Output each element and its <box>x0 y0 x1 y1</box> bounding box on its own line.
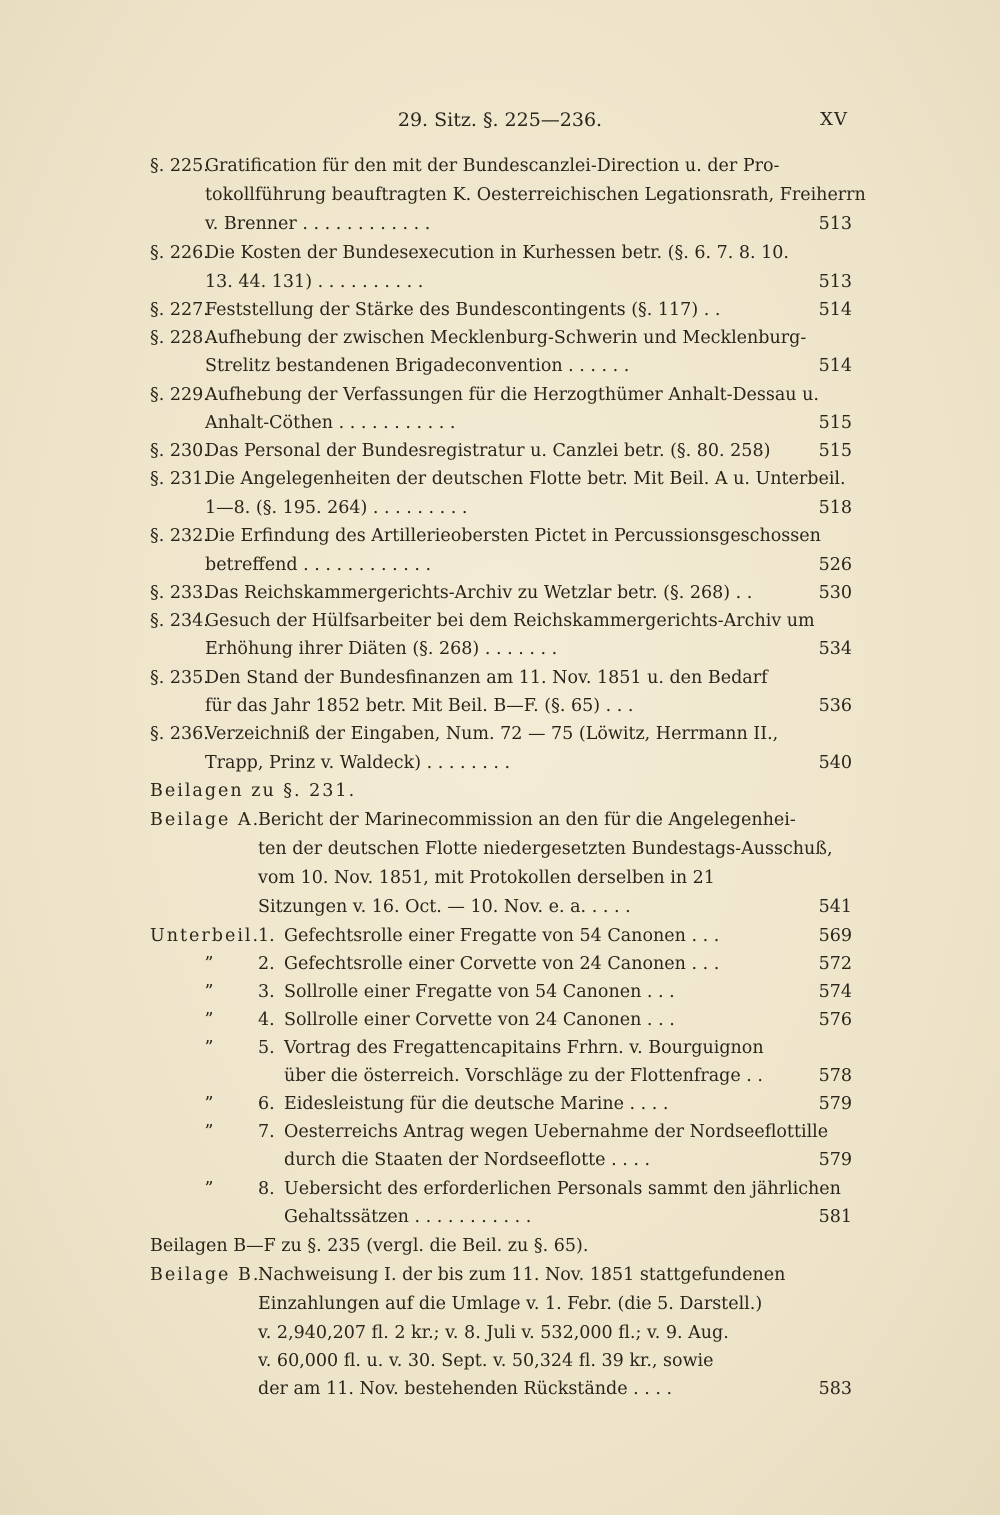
beilage-page: 583 <box>818 1379 852 1399</box>
unterbeil-text-line: Gefechtsrolle einer Corvette von 24 Canonen . . . <box>284 954 720 974</box>
entry-text-line: betreffend . . . . . . . . . . . . <box>205 555 432 575</box>
entry-229 <box>0 381 1000 409</box>
entry-text-line: Erhöhung ihrer Diäten (§. 268) . . . . . . . <box>205 639 558 659</box>
beilage-b-line4 <box>0 1347 1000 1375</box>
beilage-text-line: Sitzungen v. 16. Oct. — 10. Nov. e. a. . . . . <box>258 897 631 917</box>
beilage-text-line: Nachweisung I. der bis zum 11. Nov. 1851 stattgefundenen <box>258 1265 786 1285</box>
entry-page: 536 <box>818 696 852 716</box>
unterbeil-text-line: Uebersicht des erforderlichen Personals sammt den jährlichen <box>284 1179 841 1199</box>
entry-226-line2 <box>0 268 1000 296</box>
entry-226 <box>0 239 1000 267</box>
unterbeil-3 <box>0 978 1000 1006</box>
unterbeil-8-line2 <box>0 1203 1000 1231</box>
entry-page: 534 <box>818 639 852 659</box>
beilage-text-line: ten der deutschen Flotte niedergesetzten Bundestags-Ausschuß, <box>258 839 833 859</box>
beilage-b-line5 <box>0 1375 1000 1403</box>
beilage-text-line: Einzahlungen auf die Umlage v. 1. Febr. (die 5. Darstell.) <box>258 1294 763 1314</box>
unterbeil-5 <box>0 1034 1000 1062</box>
ditto-mark: ” <box>204 1038 214 1058</box>
entry-text-line: für das Jahr 1852 betr. Mit Beil. B—F. (§. 65) . . . <box>205 696 634 716</box>
entry-225-line3 <box>0 210 1000 238</box>
beilage-text-line: v. 2,940,207 fl. 2 kr.; v. 8. Juli v. 532,000 fl.; v. 9. Aug. <box>258 1323 729 1343</box>
entry-page: 518 <box>818 498 852 518</box>
entry-text-line: Verzeichniß der Eingaben, Num. 72 — 75 (Löwitz, Herrmann II., <box>205 724 779 744</box>
entry-page: 526 <box>818 555 852 575</box>
entry-231 <box>0 465 1000 493</box>
beilage-text-line: vom 10. Nov. 1851, mit Protokollen derselben in 21 <box>258 868 715 888</box>
unterbeil-text-line: Vortrag des Fregattencapitains Frhrn. v. Bourguignon <box>284 1038 764 1058</box>
entry-text-line: Trapp, Prinz v. Waldeck) . . . . . . . . <box>205 753 511 773</box>
beilage-label: Beilage A. <box>150 810 261 830</box>
header-title: 29. Sitz. §. 225—236. <box>397 109 603 131</box>
entry-235 <box>0 664 1000 692</box>
beilagen-heading <box>150 777 356 805</box>
beilage-b <box>0 1261 1000 1289</box>
unterbeil-text-line: über die österreich. Vorschläge zu der Flottenfrage . . <box>284 1066 763 1086</box>
entry-number: §. 233. <box>150 583 209 603</box>
entry-page: 515 <box>818 441 852 461</box>
entry-number: §. 232. <box>150 526 209 546</box>
unterbeil-number: 2. <box>258 954 275 974</box>
unterbeil-7-line2 <box>0 1146 1000 1174</box>
unterbeil-number: 3. <box>258 982 275 1002</box>
ditto-mark: ” <box>204 1010 214 1030</box>
entry-236-line2 <box>0 749 1000 777</box>
entry-225-line2 <box>0 181 1000 209</box>
entry-page: 530 <box>818 583 852 603</box>
unterbeil-2 <box>0 950 1000 978</box>
unterbeil-label: Unterbeil. <box>150 926 261 946</box>
unterbeil-1 <box>0 922 1000 950</box>
entry-text-line: Gratification für den mit der Bundescanzlei-Direction u. der Pro- <box>205 156 780 176</box>
entry-236 <box>0 720 1000 748</box>
entry-234 <box>0 607 1000 635</box>
unterbeil-number: 1. <box>258 926 275 946</box>
ditto-mark: ” <box>204 1122 214 1142</box>
entry-text-line: v. Brenner . . . . . . . . . . . . <box>205 214 431 234</box>
entry-text-line: Aufhebung der Verfassungen für die Herzogthümer Anhalt-Dessau u. <box>205 385 819 405</box>
unterbeil-number: 5. <box>258 1038 275 1058</box>
entry-page: 540 <box>818 753 852 773</box>
unterbeil-page: 574 <box>818 982 852 1002</box>
entry-228-line2 <box>0 352 1000 380</box>
beilage-text-line: Bericht der Marinecommission an den für die Angelegenhei- <box>258 810 796 830</box>
beilagen-b-f-heading <box>150 1232 588 1260</box>
unterbeil-page: 572 <box>818 954 852 974</box>
entry-text-line: Aufhebung der zwischen Mecklenburg-Schwerin und Mecklenburg- <box>205 328 807 348</box>
entry-232-line2 <box>0 551 1000 579</box>
entry-233 <box>0 579 1000 607</box>
unterbeil-4 <box>0 1006 1000 1034</box>
entry-page: 513 <box>818 272 852 292</box>
beilagen-b-f-text: Beilagen B—F zu §. 235 (vergl. die Beil. zu §. 65). <box>150 1236 589 1256</box>
unterbeil-number: 6. <box>258 1094 275 1114</box>
unterbeil-page: 569 <box>818 926 852 946</box>
entry-227 <box>0 296 1000 324</box>
running-header <box>0 103 1000 139</box>
entry-text-line: 1—8. (§. 195. 264) . . . . . . . . . <box>205 498 468 518</box>
unterbeil-8 <box>0 1175 1000 1203</box>
entry-text-line: Strelitz bestandenen Brigadeconvention . . . . . . <box>205 356 630 376</box>
unterbeil-text-line: Sollrolle einer Fregatte von 54 Canonen . . . <box>284 982 675 1002</box>
entry-231-line2 <box>0 494 1000 522</box>
unterbeil-text-line: Gehaltssätzen . . . . . . . . . . . <box>284 1207 532 1227</box>
entry-number: §. 234. <box>150 611 209 631</box>
unterbeil-5-line2 <box>0 1062 1000 1090</box>
entry-text-line: Das Personal der Bundesregistratur u. Canzlei betr. (§. 80. 258) <box>205 441 771 461</box>
beilage-b-line2 <box>0 1290 1000 1318</box>
beilage-text-line: v. 60,000 fl. u. v. 30. Sept. v. 50,324 fl. 39 kr., sowie <box>258 1351 714 1371</box>
ditto-mark: ” <box>204 1179 214 1199</box>
entry-number: §. 235. <box>150 668 209 688</box>
beilage-b-line3 <box>0 1319 1000 1347</box>
beilage-a-line3 <box>0 864 1000 892</box>
unterbeil-text-line: durch die Staaten der Nordseeflotte . . . . <box>284 1150 651 1170</box>
unterbeil-number: 8. <box>258 1179 275 1199</box>
header-page-number: XV <box>820 109 848 130</box>
entry-text-line: Die Erfindung des Artillerieobersten Pictet in Percussionsgeschossen <box>205 526 821 546</box>
entry-text-line: 13. 44. 131) . . . . . . . . . . <box>205 272 424 292</box>
unterbeil-page: 578 <box>818 1066 852 1086</box>
entry-number: §. 236. <box>150 724 209 744</box>
unterbeil-page: 579 <box>818 1150 852 1170</box>
unterbeil-page: 579 <box>818 1094 852 1114</box>
ditto-mark: ” <box>204 954 214 974</box>
unterbeil-text-line: Oesterreichs Antrag wegen Uebernahme der Nordseeflottille <box>284 1122 829 1142</box>
entry-text-line: Die Kosten der Bundesexecution in Kurhessen betr. (§. 6. 7. 8. 10. <box>205 243 789 263</box>
entry-235-line2 <box>0 692 1000 720</box>
entry-228 <box>0 324 1000 352</box>
ditto-mark: ” <box>204 982 214 1002</box>
unterbeil-number: 7. <box>258 1122 275 1142</box>
unterbeil-number: 4. <box>258 1010 275 1030</box>
unterbeil-text-line: Gefechtsrolle einer Fregatte von 54 Canonen . . . <box>284 926 720 946</box>
entry-text-line: Die Angelegenheiten der deutschen Flotte betr. Mit Beil. A u. Unterbeil. <box>205 469 846 489</box>
unterbeil-6 <box>0 1090 1000 1118</box>
beilage-a <box>0 806 1000 834</box>
entry-234-line2 <box>0 635 1000 663</box>
unterbeil-text-line: Eidesleistung für die deutsche Marine . . . . <box>284 1094 669 1114</box>
beilage-label: Beilage B. <box>150 1265 261 1285</box>
entry-number: §. 225. <box>150 156 209 176</box>
beilage-a-line4 <box>0 893 1000 921</box>
entry-text-line: Anhalt-Cöthen . . . . . . . . . . . <box>205 413 456 433</box>
unterbeil-text-line: Sollrolle einer Corvette von 24 Canonen . . . <box>284 1010 675 1030</box>
entry-number: §. 227. <box>150 300 209 320</box>
entry-text-line: Feststellung der Stärke des Bundescontingents (§. 117) . . <box>205 300 721 320</box>
beilage-page: 541 <box>818 897 852 917</box>
entry-225 <box>0 152 1000 180</box>
entry-text-line: Den Stand der Bundesfinanzen am 11. Nov. 1851 u. den Bedarf <box>205 668 768 688</box>
entry-text-line: Das Reichskammergerichts-Archiv zu Wetzlar betr. (§. 268) . . <box>205 583 753 603</box>
entry-number: §. 231. <box>150 469 209 489</box>
entry-number: §. 229. <box>150 385 209 405</box>
entry-number: §. 226. <box>150 243 209 263</box>
entry-page: 514 <box>818 300 852 320</box>
entry-page: 514 <box>818 356 852 376</box>
entry-page: 513 <box>818 214 852 234</box>
entry-229-line2 <box>0 409 1000 437</box>
beilagen-heading-text: Beilagen zu §. 231. <box>150 781 357 801</box>
entry-number: §. 228. <box>150 328 209 348</box>
beilage-a-line2 <box>0 835 1000 863</box>
beilage-text-line: der am 11. Nov. bestehenden Rückstände . . . . <box>258 1379 673 1399</box>
unterbeil-7 <box>0 1118 1000 1146</box>
ditto-mark: ” <box>204 1094 214 1114</box>
entry-page: 515 <box>818 413 852 433</box>
entry-232 <box>0 522 1000 550</box>
entry-text-line: Gesuch der Hülfsarbeiter bei dem Reichskammergerichts-Archiv um <box>205 611 815 631</box>
entry-text-line: tokollführung beauftragten K. Oesterreichischen Legationsrath, Freiherrn <box>205 185 866 205</box>
unterbeil-page: 576 <box>818 1010 852 1030</box>
entry-230 <box>0 437 1000 465</box>
entry-number: §. 230. <box>150 441 209 461</box>
unterbeil-page: 581 <box>818 1207 852 1227</box>
